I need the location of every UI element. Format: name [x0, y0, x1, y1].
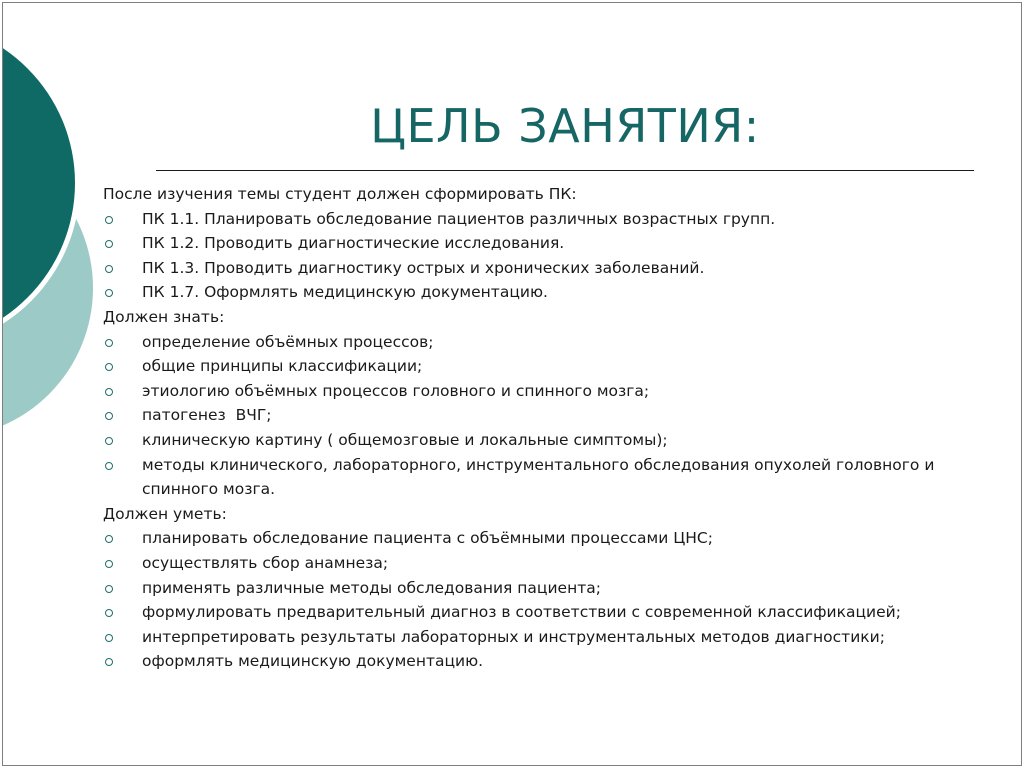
section-heading: После изучения темы студент должен сформировать ПК: — [103, 185, 577, 203]
list-item: общие принципы классификации; — [103, 354, 1008, 379]
list-item: определение объёмных процессов; — [103, 330, 1008, 355]
circle-bullet-icon — [105, 289, 113, 297]
circle-bullet-icon — [105, 609, 113, 617]
section-competencies — [103, 182, 1008, 305]
list-item: этиологию объёмных процессов головного и спинного мозга; — [103, 379, 1008, 404]
slide — [2, 2, 1022, 766]
circle-bullet-icon — [105, 363, 113, 371]
list-item: ПК 1.7. Оформлять медицинскую документацию. — [103, 280, 1008, 305]
circle-bullet-icon — [105, 634, 113, 642]
circle-bullet-icon — [105, 412, 113, 420]
circle-bullet-icon — [105, 437, 113, 445]
list-item: патогенез ВЧГ; — [103, 403, 1008, 428]
section-must-be-able — [103, 502, 1008, 674]
circle-bullet-icon — [105, 388, 113, 396]
content-body — [103, 182, 1008, 674]
list-item: оформлять медицинскую документацию. — [103, 649, 1008, 674]
list-item: осуществлять сбор анамнеза; — [103, 551, 1008, 576]
list-item: применять различные методы обследования пациента; — [103, 576, 1008, 601]
list-item: ПК 1.1. Планировать обследование пациентов различных возрастных групп. — [103, 207, 1008, 232]
circle-bullet-icon — [105, 535, 113, 543]
title-underline — [156, 170, 974, 171]
list-item: клиническую картину ( общемозговые и локальные симптомы); — [103, 428, 1008, 453]
circle-bullet-icon — [105, 560, 113, 568]
circle-bullet-icon — [105, 265, 113, 273]
circle-bullet-icon — [105, 240, 113, 248]
list-item: интерпретировать результаты лабораторных и инструментальных методов диагностики; — [103, 625, 1008, 650]
slide-title: ЦЕЛЬ ЗАНЯТИЯ: — [370, 99, 760, 153]
list-item: планировать обследование пациента с объёмными процессами ЦНС; — [103, 526, 1008, 551]
list-item: формулировать предварительный диагноз в соответствии с современной классификацией; — [103, 600, 1008, 625]
circle-bullet-icon — [105, 462, 113, 470]
circle-bullet-icon — [105, 585, 113, 593]
circle-bullet-icon — [105, 216, 113, 224]
section-must-know — [103, 305, 1008, 502]
list-item: ПК 1.3. Проводить диагностику острых и хронических заболеваний. — [103, 256, 1008, 281]
section-heading: Должен уметь: — [103, 504, 227, 523]
list-item: ПК 1.2. Проводить диагностические исследования. — [103, 231, 1008, 256]
section-heading: Должен знать: — [103, 307, 225, 326]
list-item: методы клинического, лабораторного, инструментального обследования опухолей головного и спинного мозга. — [103, 453, 1008, 502]
circle-bullet-icon — [105, 339, 113, 347]
circle-bullet-icon — [105, 658, 113, 666]
